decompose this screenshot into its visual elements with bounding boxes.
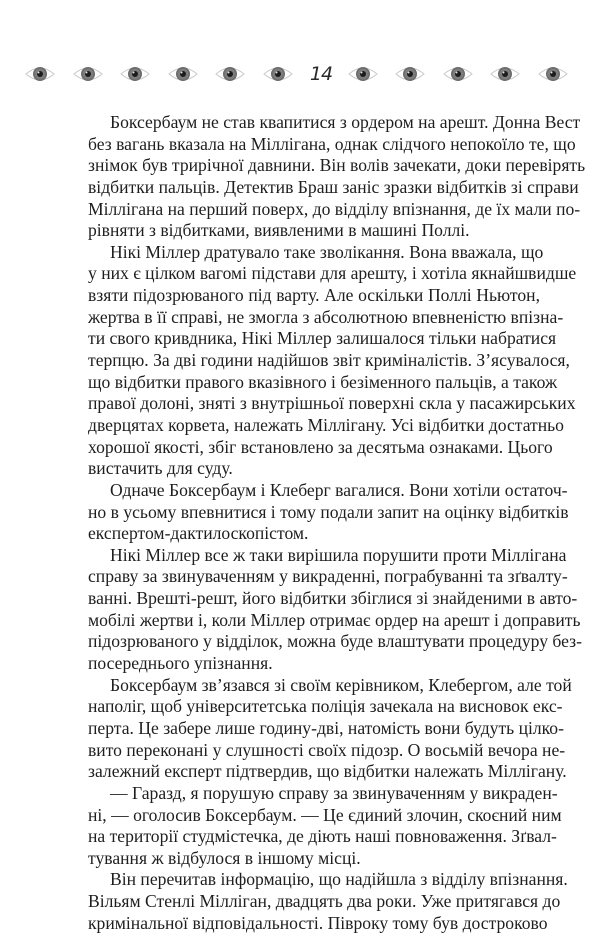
eye-icon [443,65,473,83]
text-line: дверцятах корвета, належать Міллігану. Усі відбитки достатньо [88,414,564,435]
paragraph [88,112,586,242]
paragraph [88,674,572,783]
text-line: тування ж відбулося в іншому місці. [88,847,361,868]
eye-icon [395,65,425,83]
text-line: без вагань вказала на Міллігана, однак слідчого непокоїло те, що [88,133,576,154]
text-line: посереднього упізнання. [88,653,273,674]
paragraph [88,479,569,545]
text-line: залежний експерт підтвердив, що відбитки належать Міллігану. [88,761,567,782]
eye-icon [120,65,150,83]
text-line: знімок був трирічної давнини. Він волів зачекати, доки перевірять [88,155,586,176]
text-line: Нікі Міллер все ж таки вирішила порушити проти Міллігана [110,544,567,565]
text-line: підозрюваного у відділок, можна буде влаштувати процедуру без- [88,631,582,652]
text-line: но в усьому впевнитися і тому подали запит на оцінку відбитків [88,501,569,522]
text-line: експертом-дактилоскопістом. [88,523,309,544]
text-line: відбитки пальців. Детектив Браш заніс зразки відбитків зі справи [88,176,579,197]
text-line: у них є цілком вагомі підстави для арешту, і хотіла якнайшвидше [88,263,577,284]
eye-icon [73,65,103,83]
text-line: вистачить для суду. [88,458,233,479]
eye-icon [215,65,245,83]
text-line: кримінальної відповідальності. Півроку тому був достроково [88,912,548,933]
page-header [0,60,600,88]
text-line: на території студмістечка, де діють наші повноваження. Зґвал- [88,826,557,847]
text-line: мобілі жертви і, коли Міллер отримає ордер на арешт і доправить [88,609,581,630]
paragraph [88,544,582,675]
eye-icon [490,65,520,83]
text-line: що відбитки правого вказівного і безіменного пальців, а також [88,371,558,392]
paragraph [88,782,562,870]
text-line: справу за звинуваченням у викраденні, пограбуванні та зґвалту- [88,566,568,587]
text-line: наполіг, щоб університетська поліція зачекала на висновок екс- [88,696,563,717]
text-line: ти свого кривдника, Нікі Міллер залишалося тільки набратися [88,328,557,349]
text-line: ні, — оголосив Боксербаум. — Це єдиний злочин, скоєний ним [88,804,562,825]
text-line: рівняти з відбитками, виявленими в машині Поллі. [88,220,470,241]
eye-icon [348,65,378,83]
eye-icon [25,65,55,83]
eye-icon [538,65,568,83]
eye-icon [263,65,293,83]
text-line: — Гаразд, я порушую справу за звинуваченням у викраден- [110,782,558,803]
text-line: Боксербаум зв’язався зі своїм керівником, Клебергом, але той [110,674,572,695]
text-line: Міллігана на перший поверх, до відділу впізнання, де їх мали по- [88,198,581,219]
paragraph [88,241,577,480]
page-body-text [88,112,586,934]
text-line: жертва в її справі, не змогла з абсолютною впевненістю впізна- [88,306,564,327]
text-line: перта. Це забере лише годину-дві, натомість вони будуть цілко- [88,717,564,738]
paragraph [88,869,568,934]
text-line: ванні. Врешті-решт, його відбитки збіглися зі знайденими в авто- [88,588,578,609]
text-line: правої долоні, зняті з внутрішньої поверхні скла у пасажирських [88,393,576,414]
text-line: вито переконані у слушності своїх підозр. О восьмій вечора не- [88,739,566,760]
page-number: 14 [309,63,333,85]
text-line: взяти підозрюваного під варту. Але оскільки Поллі Ньютон, [88,285,540,306]
text-line: Боксербаум не став квапитися з ордером на арешт. Донна Вест [110,112,581,132]
eye-icon [168,65,198,83]
text-line: терпцю. За дві години надійшов звіт криміналістів. З’ясувалося, [88,350,570,371]
text-line: Нікі Міллер дратувало таке зволікання. Вона вважала, що [110,241,544,262]
text-line: Він перечитав інформацію, що надійшла з відділу впізнання. [110,869,568,890]
text-line: Вільям Стенлі Мілліган, двадцять два роки. Уже притягався до [88,891,561,912]
text-line: Одначе Боксербаум і Клеберг вагалися. Вони хотіли остаточ- [110,479,568,500]
text-line: хорошої якості, збіг встановлено за десятьма ознаками. Цього [88,436,553,457]
